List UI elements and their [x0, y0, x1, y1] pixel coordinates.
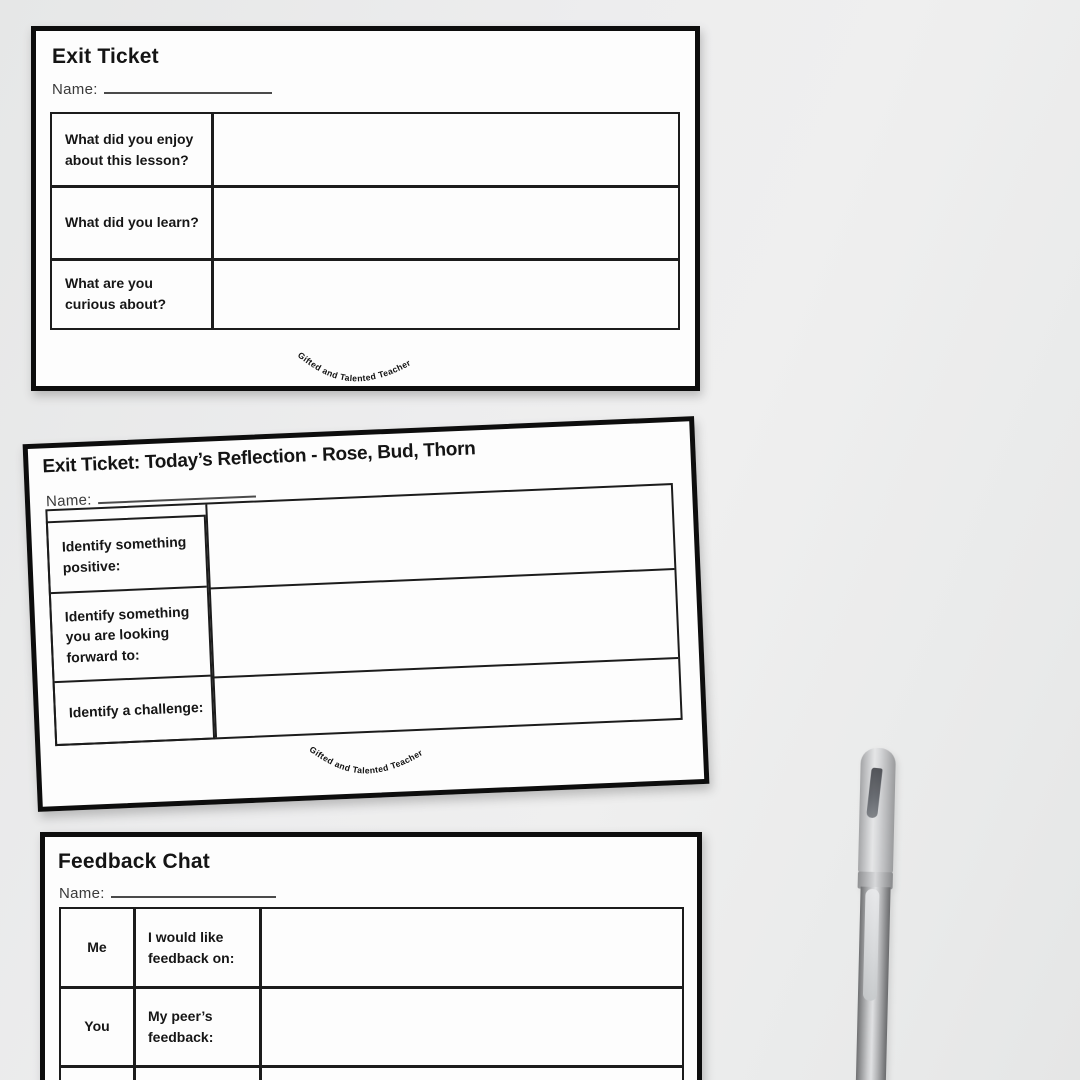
name-label: Name: [45, 491, 93, 511]
prompt-cell: Identify something you are looking forward to: [51, 588, 211, 683]
speaker-cell: Me [87, 939, 107, 956]
speaker-cell: You [84, 1018, 110, 1035]
pen-barrel-highlight [863, 889, 880, 1001]
exit-ticket-card [31, 26, 700, 391]
feedback-card-inner [45, 837, 697, 1080]
ballpoint-pen [848, 747, 902, 1080]
brand-logo [295, 732, 461, 781]
card-title: Exit Ticket: Today’s Reflection - Rose, Bud, Thorn [42, 438, 476, 478]
answer-cells-blank [208, 485, 680, 737]
reflection-card-inner [28, 421, 704, 806]
pen-barrel [855, 887, 890, 1080]
prompt-table [50, 112, 680, 330]
pen-ink-tip [866, 767, 883, 818]
answer-cells-blank [262, 909, 682, 1080]
name-blank-line [104, 80, 272, 94]
prompt-cell: Identify something positive: [48, 517, 207, 594]
svg-text:Gifted and Talented Teacher [296, 350, 413, 384]
svg-text:Gifted and Talented Teacher [307, 740, 425, 778]
prompt-label-column [46, 515, 215, 747]
brand-logo-text: Gifted and Talented Teacher [307, 744, 425, 776]
feedback-table [59, 907, 684, 1080]
brand-logo [284, 344, 448, 386]
prompt-cell: I would like feedback on: [148, 929, 235, 966]
prompt-cell: My peer’s feedback: [148, 1008, 214, 1045]
name-field-row [59, 884, 276, 902]
name-field-row [52, 80, 272, 98]
card-title: Feedback Chat [58, 850, 210, 873]
name-blank-line [111, 884, 276, 898]
prompt-cell: What did you learn? [65, 214, 199, 231]
prompt-cell: Identify a challenge: [68, 699, 204, 721]
pen-cap [858, 748, 896, 875]
answer-cells-blank [214, 114, 678, 328]
card-title: Exit Ticket [52, 45, 159, 68]
brand-logo-text: Gifted and Talented Teacher [295, 349, 413, 384]
prompt-cell: What did you enjoy about this lesson? [65, 131, 194, 168]
name-label: Name: [59, 885, 105, 902]
name-label: Name: [52, 81, 98, 98]
prompt-cell: What are you curious about? [65, 275, 167, 312]
feedback-chat-card [40, 832, 702, 1080]
exit-ticket-card-inner [36, 31, 695, 386]
reflection-exit-ticket-card [23, 416, 710, 812]
